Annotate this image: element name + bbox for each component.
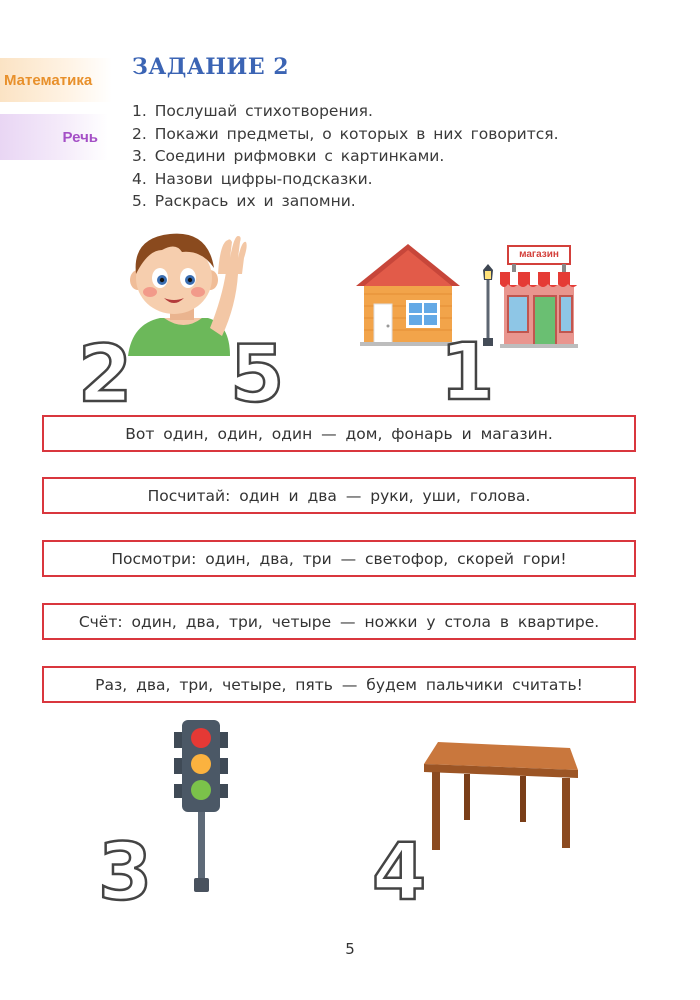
digit-two[interactable]: 2 [78,330,133,420]
task-step: 3. Соедини рифмовки с картинками. [132,147,445,165]
rhyme-box[interactable]: Вот один, один, один — дом, фонарь и магазин. [42,415,636,452]
task-step: 5. Раскрась их и запомни. [132,192,356,210]
task-title: ЗАДАНИЕ 2 [132,54,290,80]
rhyme-box[interactable]: Посмотри: один, два, три — светофор, скорей гори! [42,540,636,577]
task-step: 4. Назови цифры-подсказки. [132,169,373,188]
digit-one[interactable]: 1 [440,328,495,418]
table-icon [424,742,578,852]
digit-five[interactable]: 5 [230,330,285,420]
tab-speech[interactable]: Речь [0,114,108,160]
rhyme-box[interactable]: Посчитай: один и два — руки, уши, голова. [42,477,636,514]
task-step: 1. Послушай стихотворения. [132,102,373,120]
rhyme-box[interactable]: Раз, два, три, четыре, пять — будем пальчики считать! [42,666,636,703]
tab-math[interactable]: Математика [0,58,112,102]
task-step: 2. Покажи предметы, о которых в них говорится. [132,124,559,143]
traffic-light-icon [174,718,228,894]
shop-sign: магазин [519,249,559,260]
digit-three[interactable]: 3 [98,828,153,918]
digit-four[interactable]: 4 [372,828,427,918]
boy-waving-icon [118,228,248,356]
task-steps [132,100,559,213]
rhyme-box[interactable]: Счёт: один, два, три, четыре — ножки у стола в квартире. [42,603,636,640]
page-number: 5 [345,940,355,958]
